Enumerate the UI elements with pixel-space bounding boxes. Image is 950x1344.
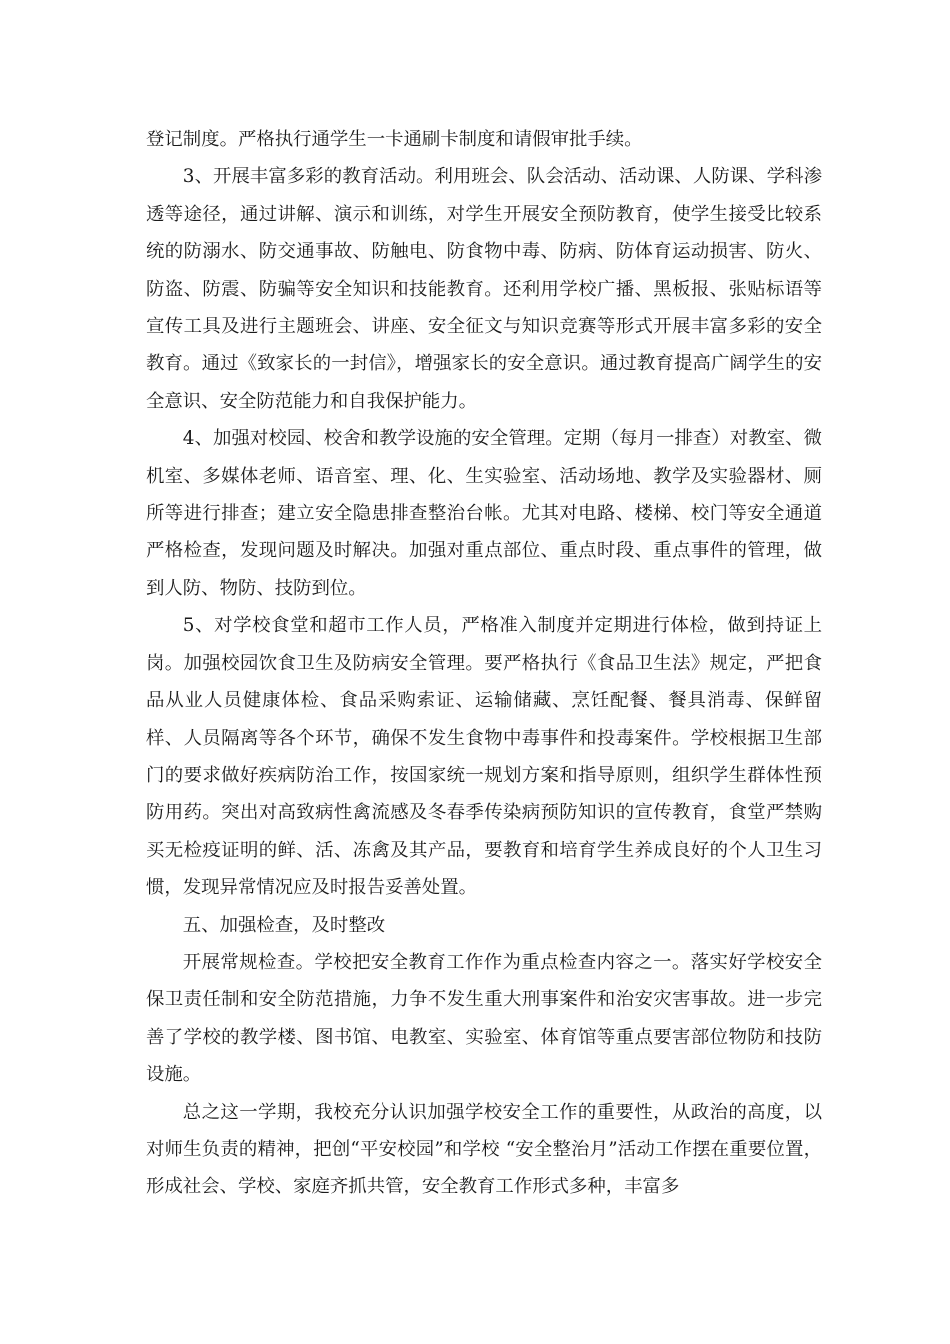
paragraph-3: 4、加强对校园、校舍和教学设施的安全管理。定期（每月一排查）对教室、微机室、多媒体老师、语音室、理、化、生实验室、活动场地、教学及实验器材、厕所等进行排查；建立安全隐患排查整治台帐。尤其对电路、楼梯、校门等安全通道严格检查，发现问题及时解决。加强对重点部位、重点时段、重点事件的管理，做到人防、物防、技防到位。 [146,428,822,599]
document-body [146,121,822,1206]
paragraph-5: 开展常规检查。学校把安全教育工作作为重点检查内容之一。落实好学校安全保卫责任制和安全防范措施，力争不发生重大刑事案件和治安灾害事故。进一步完善了学校的教学楼、图书馆、电教室、实验室、体育馆等重点要害部位物防和技防设施。 [146,951,822,1086]
section-heading: 五、加强检查，及时整改 [182,914,386,936]
paragraph-6: 总之这一学期，我校充分认识加强学校安全工作的重要性，从政治的高度，以对师生负责的精神，把创“平安校园”和学校 “安全整治月”活动工作摆在重要位置，形成社会、学校、家庭齐抓共管，安全教育工作形式多种，丰富多 [146,1101,822,1198]
paragraph-2: 3、开展丰富多彩的教育活动。利用班会、队会活动、活动课、人防课、学科渗透等途径，通过讲解、演示和训练，对学生开展安全预防教育，使学生接受比较系统的防溺水、防交通事故、防触电、防食物中毒、防病、防体育运动损害、防火、防盗、防震、防骗等安全知识和技能教育。还利用学校广播、黑板报、张贴标语等宣传工具及进行主题班会、讲座、安全征文与知识竞赛等形式开展丰富多彩的安全教育。通过《致家长的一封信》，增强家长的安全意识。通过教育提高广阔学生的安全意识、安全防范能力和自我保护能力。 [146,166,822,412]
paragraph-4: 5、对学校食堂和超市工作人员，严格准入制度并定期进行体检，做到持证上岗。加强校园饮食卫生及防病安全管理。要严格执行《食品卫生法》规定，严把食品从业人员健康体检、食品采购索证、运输储藏、烹饪配餐、餐具消毒、保鲜留样、人员隔离等各个环节，确保不发生食物中毒事件和投毒案件。学校根据卫生部门的要求做好疾病防治工作，按国家统一规划方案和指导原则，组织学生群体性预防用药。突出对高致病性禽流感及冬春季传染病预防知识的宣传教育，食堂严禁购买无检疫证明的鲜、活、冻禽及其产品，要教育和培育学生养成良好的个人卫生习惯，发现异常情况应及时报告妥善处置。 [146,615,822,899]
paragraph-1: 登记制度。严格执行通学生一卡通刷卡制度和请假审批手续。 [146,129,643,150]
